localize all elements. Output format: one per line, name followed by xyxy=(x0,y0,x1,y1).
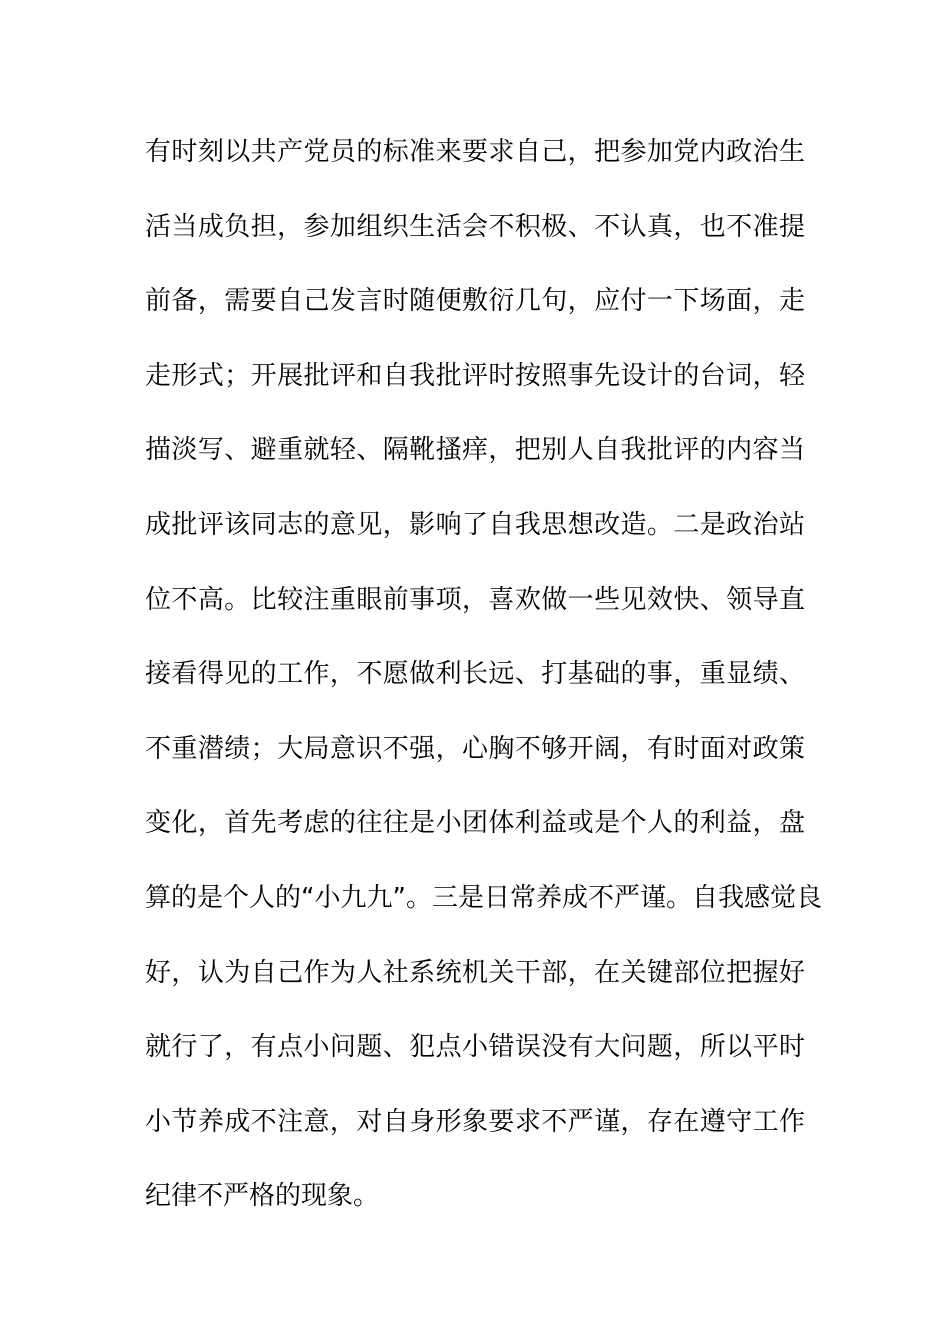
text-line: 好，认为自己作为人社系统机关干部，在关键部位把握好 xyxy=(145,957,805,988)
text-line: 前备，需要自己发言时随便敷衍几句，应付一下场面，走 xyxy=(145,286,805,317)
text-line: 不重潜绩；大局意识不强，心胸不够开阔，有时面对政策 xyxy=(145,733,805,764)
text-line: 纪律不严格的现象。 xyxy=(145,1181,380,1212)
text-line: 变化，首先考虑的往往是小团体利益或是个人的利益，盘 xyxy=(145,808,805,839)
text-line: 描淡写、避重就轻、隔靴搔痒，把别人自我批评的内容当 xyxy=(145,435,805,466)
text-line: 走形式；开展批评和自我批评时按照事先设计的台词，轻 xyxy=(145,360,805,391)
text-line: 小节养成不注意，对自身形象要求不严谨，存在遵守工作 xyxy=(145,1106,805,1137)
text-line: 有时刻以共产党员的标准来要求自己，把参加党内政治生 xyxy=(145,137,805,167)
text-line: 位不高。比较注重眼前事项，喜欢做一些见效快、领导直 xyxy=(145,584,805,615)
text-line: 成批评该同志的意见，影响了自我思想改造。二是政治站 xyxy=(145,509,805,540)
text-line: 就行了，有点小问题、犯点小错误没有大问题，所以平时 xyxy=(145,1032,805,1063)
document-body xyxy=(145,115,822,1234)
text-line: 接看得见的工作，不愿做利长远、打基础的事，重显绩、 xyxy=(145,659,805,690)
text-line: 活当成负担，参加组织生活会不积极、不认真，也不准提 xyxy=(145,211,805,242)
text-line: 算的是个人的“小九九”。三是日常养成不严谨。自我感觉良 xyxy=(145,882,822,913)
